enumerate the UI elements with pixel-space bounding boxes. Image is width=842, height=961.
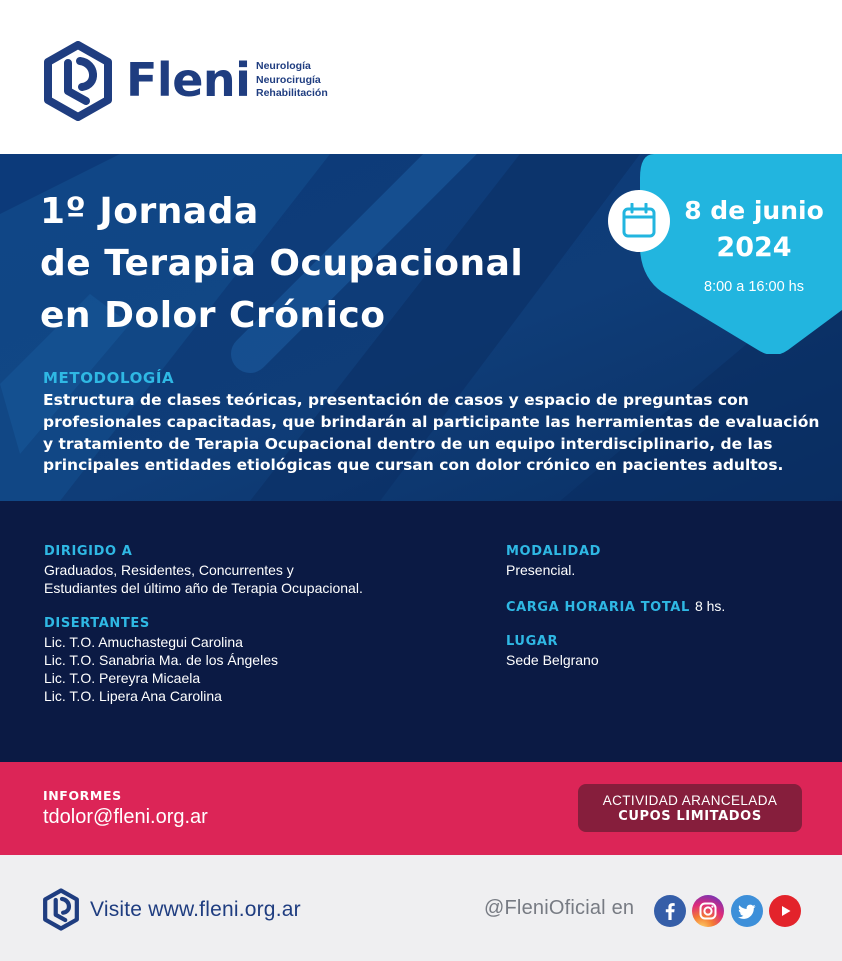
metodologia-line: profesionales capacitadas, que brindarán al participante las herramientas de evaluación <box>43 412 820 431</box>
instagram-icon[interactable] <box>692 895 724 927</box>
dirigido-label: DIRIGIDO A <box>44 544 133 559</box>
title-line: en Dolor Crónico <box>40 295 386 336</box>
modalidad-value: Presencial. <box>506 562 576 578</box>
lugar-value: Sede Belgrano <box>506 652 599 668</box>
cupos-line: CUPOS LIMITADOS <box>618 809 762 824</box>
disertante-name: Lic. T.O. Amuchastegui Carolina <box>44 634 243 650</box>
brand-name: Fleni <box>126 53 251 107</box>
disertantes-list <box>44 633 278 705</box>
informes-label: INFORMES <box>43 788 122 803</box>
metodologia-line: y tratamiento de Terapia Ocupacional dentro de un equipo interdisciplinario, de las <box>43 434 773 453</box>
fleni-logo-icon <box>42 41 114 121</box>
dirigido-line: Graduados, Residentes, Concurrentes y <box>44 562 294 578</box>
fee-notice-badge <box>578 784 802 832</box>
metodologia-line: principales entidades etiológicas que cursan con dolor crónico en pacientes adultos. <box>43 456 784 475</box>
title-line: 1º Jornada <box>40 191 259 232</box>
youtube-icon[interactable] <box>769 895 801 927</box>
carga-value: 8 hs. <box>694 598 726 614</box>
event-date-year: 2024 <box>716 232 792 263</box>
header <box>0 0 842 154</box>
event-title <box>40 186 523 342</box>
fee-line: ACTIVIDAD ARANCELADA <box>602 793 778 808</box>
calendar-icon <box>622 203 656 239</box>
event-hours: 8:00 a 16:00 hs <box>704 279 804 295</box>
metodologia-text <box>43 390 820 477</box>
disertante-name: Lic. T.O. Lipera Ana Carolina <box>44 688 222 704</box>
twitter-icon[interactable] <box>731 895 763 927</box>
footer <box>0 855 842 961</box>
event-details <box>0 501 842 762</box>
social-handle: @FleniOficial en <box>484 897 635 919</box>
contact-email-link[interactable]: tdolor@fleni.org.ar <box>43 806 208 828</box>
carga-label: CARGA HORARIA TOTAL <box>506 600 690 615</box>
website-link[interactable]: Visite www.fleni.org.ar <box>90 898 301 921</box>
title-line: de Terapia Ocupacional <box>40 243 524 284</box>
tagline-line: Rehabilitación <box>256 87 328 99</box>
disertantes-label: DISERTANTES <box>44 616 150 631</box>
brand-tagline <box>256 60 328 101</box>
hero-banner <box>0 154 842 501</box>
tagline-line: Neurología <box>256 60 311 72</box>
tagline-line: Neurocirugía <box>256 73 321 86</box>
disertante-name: Lic. T.O. Pereyra Micaela <box>44 670 201 686</box>
disertante-name: Lic. T.O. Sanabria Ma. de los Ángeles <box>44 652 278 668</box>
lugar-label: LUGAR <box>506 634 559 649</box>
contact-band <box>0 762 842 855</box>
calendar-badge <box>608 190 670 252</box>
carga-horaria <box>506 598 725 615</box>
metodologia-label: METODOLOGÍA <box>43 369 175 387</box>
modalidad-label: MODALIDAD <box>506 544 602 559</box>
metodologia-line: Estructura de clases teóricas, presentación de casos y espacio de preguntas con <box>43 391 749 409</box>
dirigido-line: Estudiantes del último año de Terapia Ocupacional. <box>44 580 363 596</box>
event-date-day: 8 de junio <box>684 196 824 225</box>
dirigido-text <box>44 561 363 597</box>
facebook-icon[interactable] <box>654 895 686 927</box>
fleni-logo-icon <box>42 888 80 931</box>
